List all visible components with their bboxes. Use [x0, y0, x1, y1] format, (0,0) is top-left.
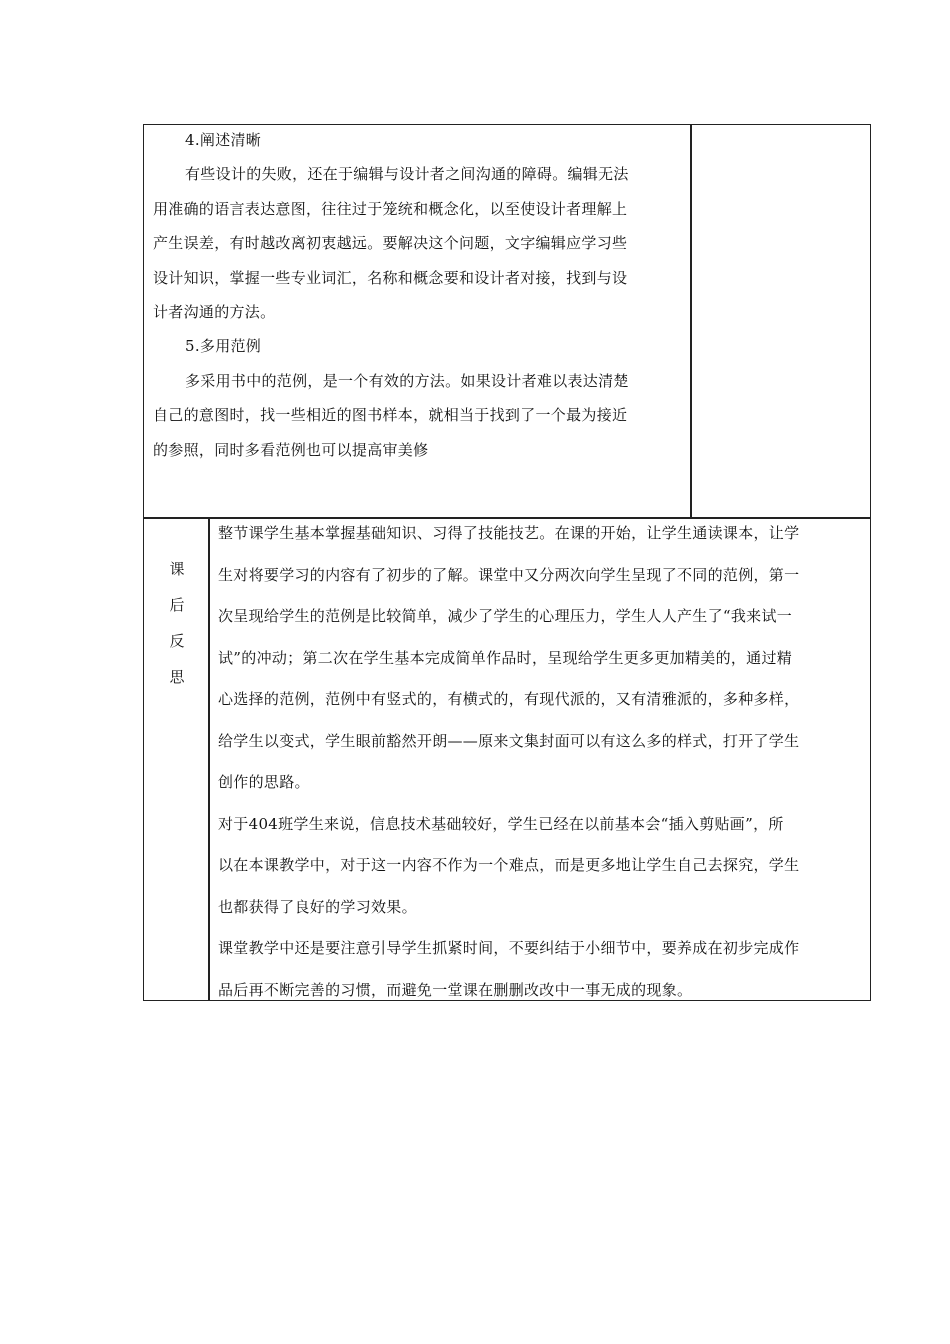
reflection-line: 也都获得了良好的学习效果。 [218, 897, 417, 916]
reflection-line: 心选择的范例，范例中有竖式的，有横式的，有现代派的，又有清雅派的，多种多样， [218, 690, 800, 708]
paragraph-line: 自己的意图时，找一些相近的图书样本，就相当于找到了一个最为接近 [153, 406, 628, 425]
upper-content-cell [153, 123, 685, 467]
paragraph-line: 设计知识，掌握一些专业词汇，名称和概念要和设计者对接，找到与设 [153, 268, 628, 287]
reflection-line: 创作的思路。 [218, 773, 310, 791]
label-char: 课 [169, 560, 185, 578]
reflection-line: 整节课学生基本掌握基础知识、习得了技能技艺。在课的开始，让学生通读课本，让学 [218, 524, 800, 542]
reflection-line: 次呈现给学生的范例是比较简单，减少了学生的心理压力，学生人人产生了“我来试一 [218, 607, 793, 625]
paragraph-line: 有些设计的失败，还在于编辑与设计者之间沟通的障碍。编辑无法 [185, 165, 629, 184]
label-char: 后 [169, 596, 185, 614]
reflection-content-cell [218, 513, 864, 1011]
paragraph-line: 产生误差，有时越改离初衷越远。要解决这个问题，文字编辑应学习些 [153, 234, 628, 253]
reflection-line: 试”的冲动；第二次在学生基本完成简单作品时，呈现给学生更多更加精美的，通过精 [218, 648, 793, 667]
paragraph-line: 多采用书中的范例，是一个有效的方法。如果设计者难以表达清楚 [185, 371, 629, 390]
reflection-label-divider [208, 517, 210, 1001]
label-char: 反 [169, 632, 185, 650]
reflection-line: 品后再不断完善的习惯，而避免一堂课在删删改改中一事无成的现象。 [218, 980, 693, 999]
reflection-label [146, 551, 208, 695]
reflection-line: 课堂教学中还是要注意引导学生抓紧时间，不要纠结于小细节中，要养成在初步完成作 [218, 939, 800, 957]
heading-examples: 5.多用范例 [185, 337, 262, 356]
reflection-line: 以在本课教学中，对于这一内容不作为一个难点，而是更多地让学生自己去探究，学生 [218, 856, 800, 874]
paragraph-line: 的参照，同时多看范例也可以提高审美修 [153, 440, 429, 459]
reflection-line: 生对将要学习的内容有了初步的了解。课堂中又分两次向学生呈现了不同的范例，第一 [218, 565, 800, 584]
reflection-line: 给学生以变式，学生眼前豁然开朗——原来文集封面可以有这么多的样式，打开了学生 [218, 731, 800, 750]
paragraph-line: 用准确的语言表达意图，往往过于笼统和概念化，以至使设计者理解上 [153, 199, 628, 218]
upper-row-divider [690, 124, 692, 518]
heading-clarity: 4.阐述清晰 [185, 131, 262, 149]
reflection-line: 对于404班学生来说，信息技术基础较好，学生已经在以前基本会“插入剪贴画”，所 [218, 814, 784, 833]
label-char: 思 [169, 668, 185, 686]
paragraph-line: 计者沟通的方法。 [153, 303, 276, 322]
